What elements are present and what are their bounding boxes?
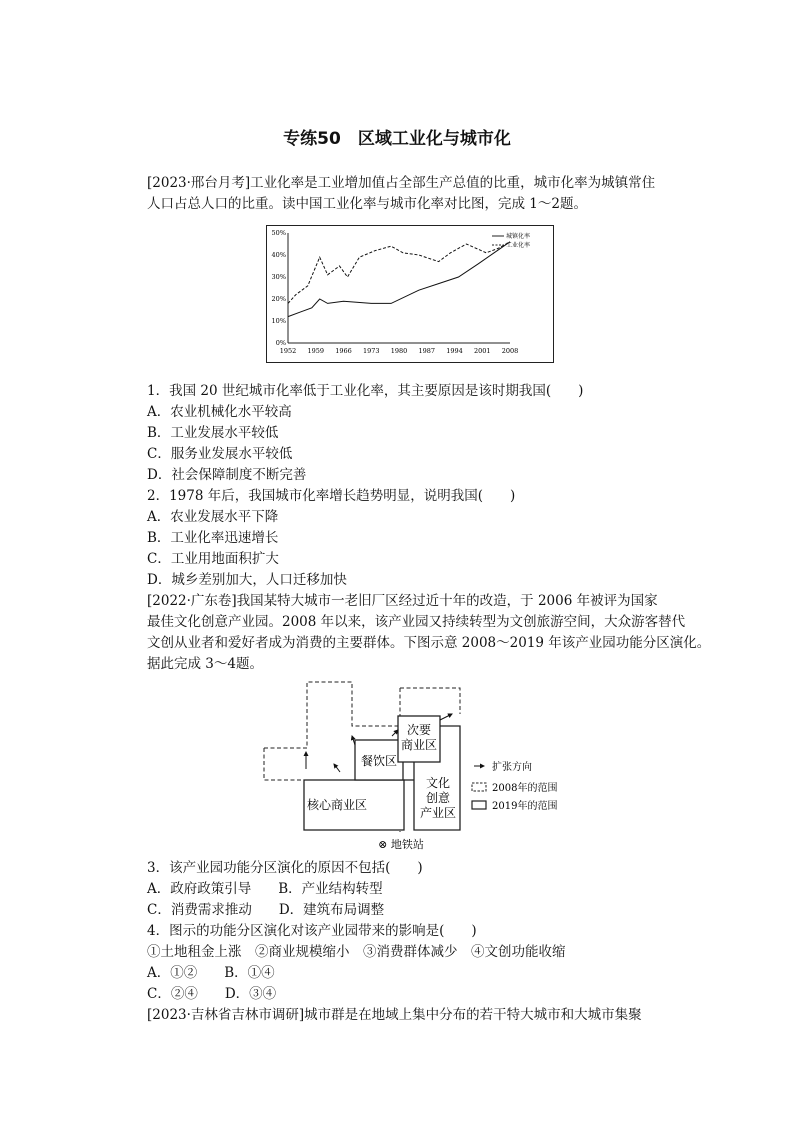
option[interactable]: C．工业用地面积扩大	[147, 551, 279, 567]
intro-line: [2023·邢台月考]工业化率是工业增加值占全部生产总值的比重，城市化率为城镇常住	[147, 175, 656, 191]
passage-line: [2023·吉林省吉林市调研]城市群是在地域上集中分布的若干特大城市和大城市集聚	[147, 1007, 642, 1023]
legend-2019-label: 2019年的范围	[492, 801, 558, 812]
option[interactable]: A．政府政策引导 B．产业结构转型	[147, 881, 383, 897]
statement-options: ①土地租金上涨 ②商业规模缩小 ③消费群体减少 ④文创功能收缩	[147, 944, 566, 960]
y-tick-label: 30%	[271, 273, 286, 281]
x-tick-label: 2008	[501, 347, 519, 355]
passage-line: 文创从业者和爱好者成为消费的主要群体。下图示意 2008～2019 年该产业园功能分区演化。	[147, 635, 711, 651]
option[interactable]: D．社会保障制度不断完善	[147, 467, 307, 483]
label-food: 餐饮区	[360, 754, 398, 768]
y-tick-label: 0%	[275, 339, 286, 347]
label-culture-1: 文化	[425, 776, 451, 790]
zoning-diagram	[262, 680, 602, 855]
question-stem: 4．图示的功能分区演化对该产业园带来的影响是( )	[147, 923, 477, 939]
x-tick-label: 2001	[473, 347, 491, 355]
x-tick-label: 1952	[279, 347, 297, 355]
label-culture-3: 产业区	[419, 806, 457, 820]
option[interactable]: A．①② B．①④	[147, 965, 275, 981]
option[interactable]: C．消费需求推动 D．建筑布局调整	[147, 902, 385, 918]
question-stem: 3．该产业园功能分区演化的原因不包括( )	[147, 860, 423, 876]
x-tick-label: 1973	[362, 347, 380, 355]
x-tick-label: 1966	[335, 347, 352, 355]
intro-line: 人口占总人口的比重。读中国工业化率与城市化率对比图，完成 1～2题。	[147, 196, 587, 212]
legend-label-industry: 工业化率	[506, 242, 531, 249]
x-tick-label: 1959	[307, 347, 325, 355]
option[interactable]: B．工业发展水平较低	[147, 425, 279, 441]
label-secondary-1: 次要	[406, 723, 432, 737]
question-stem: 2．1978 年后，我国城市化率增长趋势明显，说明我国( )	[147, 488, 516, 504]
option[interactable]: B．工业化率迅速增长	[147, 530, 279, 546]
x-tick-label: 1987	[418, 347, 436, 355]
y-tick-label: 50%	[271, 229, 286, 237]
y-tick-label: 10%	[271, 317, 286, 325]
x-tick-label: 1994	[446, 347, 463, 355]
passage-line: 最佳文化创意产业园。2008 年以来，该产业园又持续转型为文创旅游空间，大众游客替代	[147, 614, 686, 630]
x-tick-label: 1980	[390, 347, 408, 355]
metro-label: ⊗ 地铁站	[378, 838, 424, 851]
passage-line: [2022·广东卷]我国某特大城市一老旧厂区经过近十年的改造，于 2006 年被评为国家	[147, 593, 658, 609]
question-stem: 1．我国 20 世纪城市化率低于工业化率，其主要原因是该时期我国( )	[147, 383, 584, 399]
option[interactable]: A．农业发展水平下降	[147, 509, 279, 525]
page-title: 专练50 区域工业化与城市化	[283, 129, 511, 149]
label-core: 核心商业区	[306, 798, 368, 812]
option[interactable]: C．服务业发展水平较低	[147, 446, 293, 462]
y-tick-label: 20%	[271, 295, 286, 303]
legend-arrow-label: 扩张方向	[492, 762, 532, 773]
legend-label-urban: 城镇化率	[506, 233, 531, 240]
option[interactable]: C．②④ D．③④	[147, 986, 277, 1002]
diagram-legend	[472, 760, 557, 812]
label-secondary-2: 商业区	[400, 738, 438, 752]
label-culture-2: 创意	[425, 791, 451, 805]
y-tick-label: 40%	[271, 251, 286, 259]
line-chart	[266, 225, 554, 363]
option[interactable]: D．城乡差别加大，人口迁移加快	[147, 572, 347, 588]
legend-2008-label: 2008年的范围	[492, 783, 558, 794]
passage-line: 据此完成 3～4题。	[147, 656, 263, 672]
option[interactable]: A．农业机械化水平较高	[147, 404, 292, 420]
